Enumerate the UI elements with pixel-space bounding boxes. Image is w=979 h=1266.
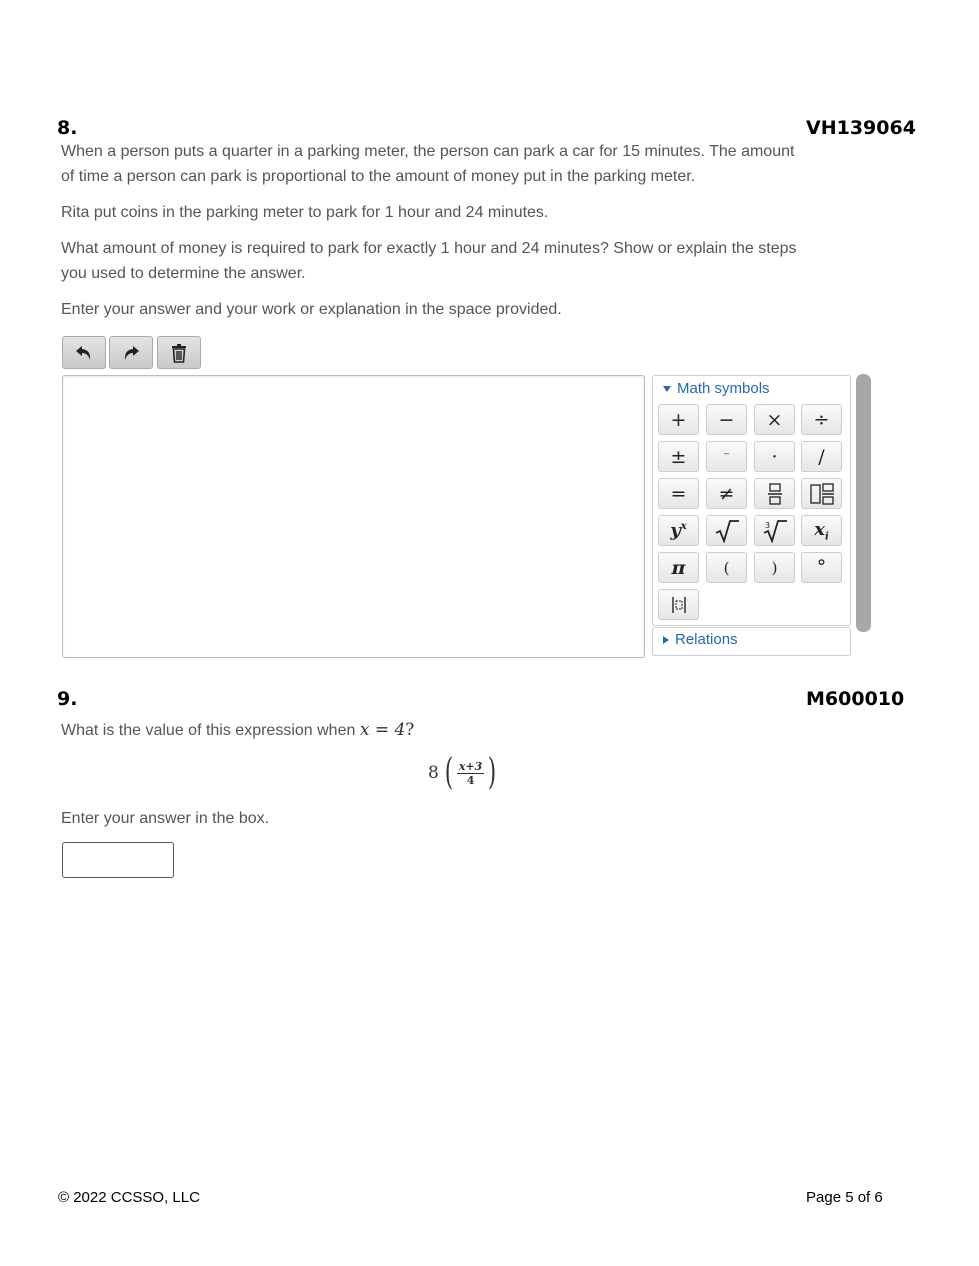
absolute-value-symbol-button[interactable] [658,589,699,620]
absolute-value-icon [671,595,687,615]
expression-coefficient: 8 [428,763,439,783]
question-9-id: M600010 [806,688,905,710]
cube-root-index: 3 [764,520,770,530]
q9-expression [428,751,499,795]
q8-paragraph-1 [61,139,794,189]
minus-symbol-button[interactable]: − [706,404,747,435]
left-paren-symbol-button[interactable]: ( [706,552,747,583]
mixed-number-symbol-button[interactable] [801,478,842,509]
q8-paragraph-4: Enter your answer and your work or explanation in the space provided. [61,301,562,318]
plus-minus-symbol-button[interactable]: ± [658,441,699,472]
cube-root-icon [762,519,788,543]
delete-button[interactable] [157,336,201,369]
relations-label: Relations [675,631,738,648]
question-9-number: 9. [57,688,78,710]
q8-response-area[interactable] [62,375,645,658]
relations-toggle[interactable] [663,631,738,648]
fraction-numerator: x+3 [458,759,483,773]
dot-symbol-button[interactable]: · [754,441,795,472]
slash-symbol-button[interactable]: / [801,441,842,472]
q9-answer-input[interactable] [62,842,174,878]
math-symbols-title: Math symbols [677,380,770,397]
cube-root-symbol-button[interactable] [754,515,795,546]
mixed-number-icon [810,483,834,505]
left-paren: ( [444,752,454,793]
q9-prompt-text: What is the value of this expression when [61,722,360,739]
q9-prompt [61,718,414,743]
math-panel-scrollbar[interactable] [856,374,871,632]
page-number: Page 5 of 6 [806,1189,883,1206]
math-symbols-toggle[interactable] [663,380,770,397]
times-symbol-button[interactable]: × [754,404,795,435]
q8-para3-line2: you used to determine the answer. [61,265,306,282]
expand-down-icon [663,386,671,392]
divide-symbol-button[interactable]: ÷ [801,404,842,435]
math-symbols-panel [652,375,851,626]
square-root-icon [714,519,740,543]
fraction-denominator: 4 [466,773,475,787]
pi-symbol-button[interactable]: π [658,552,699,583]
q8-para1-line2: of time a person can park is proportional to the amount of money put in the parking meter. [61,168,696,185]
question-8-id: VH139064 [806,117,916,139]
exponent-symbol-button[interactable] [658,515,699,546]
negative-symbol-button[interactable]: ⁻ [706,441,747,472]
equals-symbol-button[interactable]: = [658,478,699,509]
undo-icon [74,343,94,363]
fraction [457,760,484,787]
copyright: © 2022 CCSSO, LLC [58,1189,200,1206]
fraction-icon [768,483,782,505]
expand-right-icon [663,636,669,644]
redo-button[interactable] [109,336,153,369]
q8-paragraph-3 [61,236,797,286]
right-paren: ) [488,752,497,793]
plus-symbol-button[interactable]: + [658,404,699,435]
trash-icon [169,343,189,363]
square-root-symbol-button[interactable] [706,515,747,546]
redo-icon [121,343,141,363]
subscript-symbol-button[interactable] [801,515,842,546]
degree-symbol-button[interactable]: ° [801,552,842,583]
q9-instruction: Enter your answer in the box. [61,810,270,827]
right-paren-symbol-button[interactable]: ) [754,552,795,583]
undo-button[interactable] [62,336,106,369]
not-equal-symbol-button[interactable]: ≠ [706,478,747,509]
q8-para1-line1: When a person puts a quarter in a parking meter, the person can park a car for 15 minutes. The amount [61,143,795,160]
q8-para3-line1: What amount of money is required to park for exactly 1 hour and 24 minutes? Show or explain the steps [61,240,797,257]
exponent-icon: $y^x$ [670,520,687,541]
fraction-symbol-button[interactable] [754,478,795,509]
subscript-icon: $x_i$ [814,518,829,543]
question-8-number: 8. [57,117,78,139]
q9-prompt-end: ? [405,720,415,740]
q9-prompt-math: x = 4 [359,720,406,740]
q8-paragraph-2: Rita put coins in the parking meter to park for 1 hour and 24 minutes. [61,204,549,221]
relations-panel[interactable] [652,627,851,656]
